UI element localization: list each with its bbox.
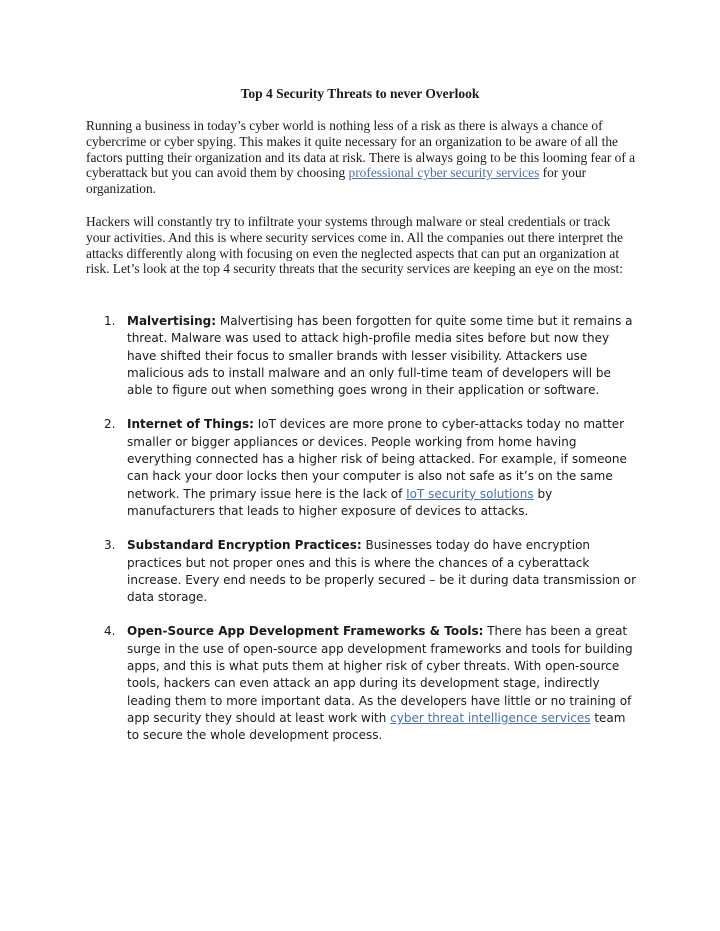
list-number: 1. <box>104 314 116 328</box>
threat-heading: Internet of Things: <box>127 417 254 432</box>
list-number: 2. <box>104 417 116 432</box>
intro-text: Running a business in today’s cyber world is nothing less of a risk as there is always a chance of cybercrime or cyber spying. This makes it quite necessary for an organization to be aware of all the factors putting their organization and its data at risk. There is always going to be this looming fear of a cyberattack but you can avoid them by choosing <box>86 118 636 181</box>
threat-heading: Open-Source App Development Frameworks & Tools: <box>127 624 484 639</box>
list-item-internet-of-things <box>104 416 636 520</box>
professional-cyber-security-services-link[interactable]: professional cyber security services <box>348 165 540 181</box>
document-title: Top 4 Security Threats to never Overlook <box>240 86 480 101</box>
hackers-paragraph: Hackers will constantly try to infiltrate your systems through malware or steal credentials or track your activities. And this is where security services come in. All the companies out there interpret the attacks differently along with focusing on even the neglected aspects that can put an organization at risk. Let’s look at the top 4 security threats that the security services are keeping an eye on the most: <box>86 214 623 277</box>
threat-body: Businesses today do have encryption practices but not proper ones and this is where the chances of a cyberattack increase. Every end needs to be properly secured – be it during data transmission or data storage. <box>127 538 637 605</box>
intro-text-end: for your organization. <box>86 165 587 197</box>
threats-list <box>104 313 636 745</box>
list-item-malvertising <box>104 313 636 399</box>
threat-body-end: by manufacturers that leads to higher exposure of devices to attacks. <box>127 486 553 518</box>
threat-heading: Substandard Encryption Practices: <box>127 538 362 553</box>
threat-heading: Malvertising: <box>127 314 217 328</box>
iot-security-solutions-link[interactable]: IoT security solutions <box>406 486 534 501</box>
threat-body: Malvertising has been forgotten for quite some time but it remains a threat. Malware was used to attack high-profile media sites before but now they have shifted their focus to smaller brands with lesser visibility. Attackers use malicious ads to install malware and an only full-time team of developers will be able to figure out when something goes wrong in their application or software. <box>127 314 633 398</box>
threat-body: IoT devices are more prone to cyber-attacks today no matter smaller or bigger appliances or devices. People working from home having everything connected has a higher risk of being attacked. For example, if someone can hack your door locks then your computer is also not safe as it’s on the same network. The primary issue here is the lack of <box>127 417 627 501</box>
list-number: 4. <box>104 624 116 639</box>
cyber-threat-intelligence-services-link[interactable]: cyber threat intelligence services <box>390 710 591 725</box>
list-item-substandard-encryption <box>104 537 636 606</box>
list-item-open-source-frameworks <box>104 623 636 744</box>
threat-body: There has been a great surge in the use of open-source app development frameworks and tools for building apps, and this is what puts them at higher risk of cyber threats. With open-source tools, hackers can even attack an app during its development stage, indirectly leading them to more important data. As the developers have little or no training of app security they should at least work with <box>127 624 633 725</box>
threat-body-end: team to secure the whole development process. <box>127 710 626 743</box>
list-number: 3. <box>104 538 116 553</box>
intro-paragraph <box>86 118 636 197</box>
